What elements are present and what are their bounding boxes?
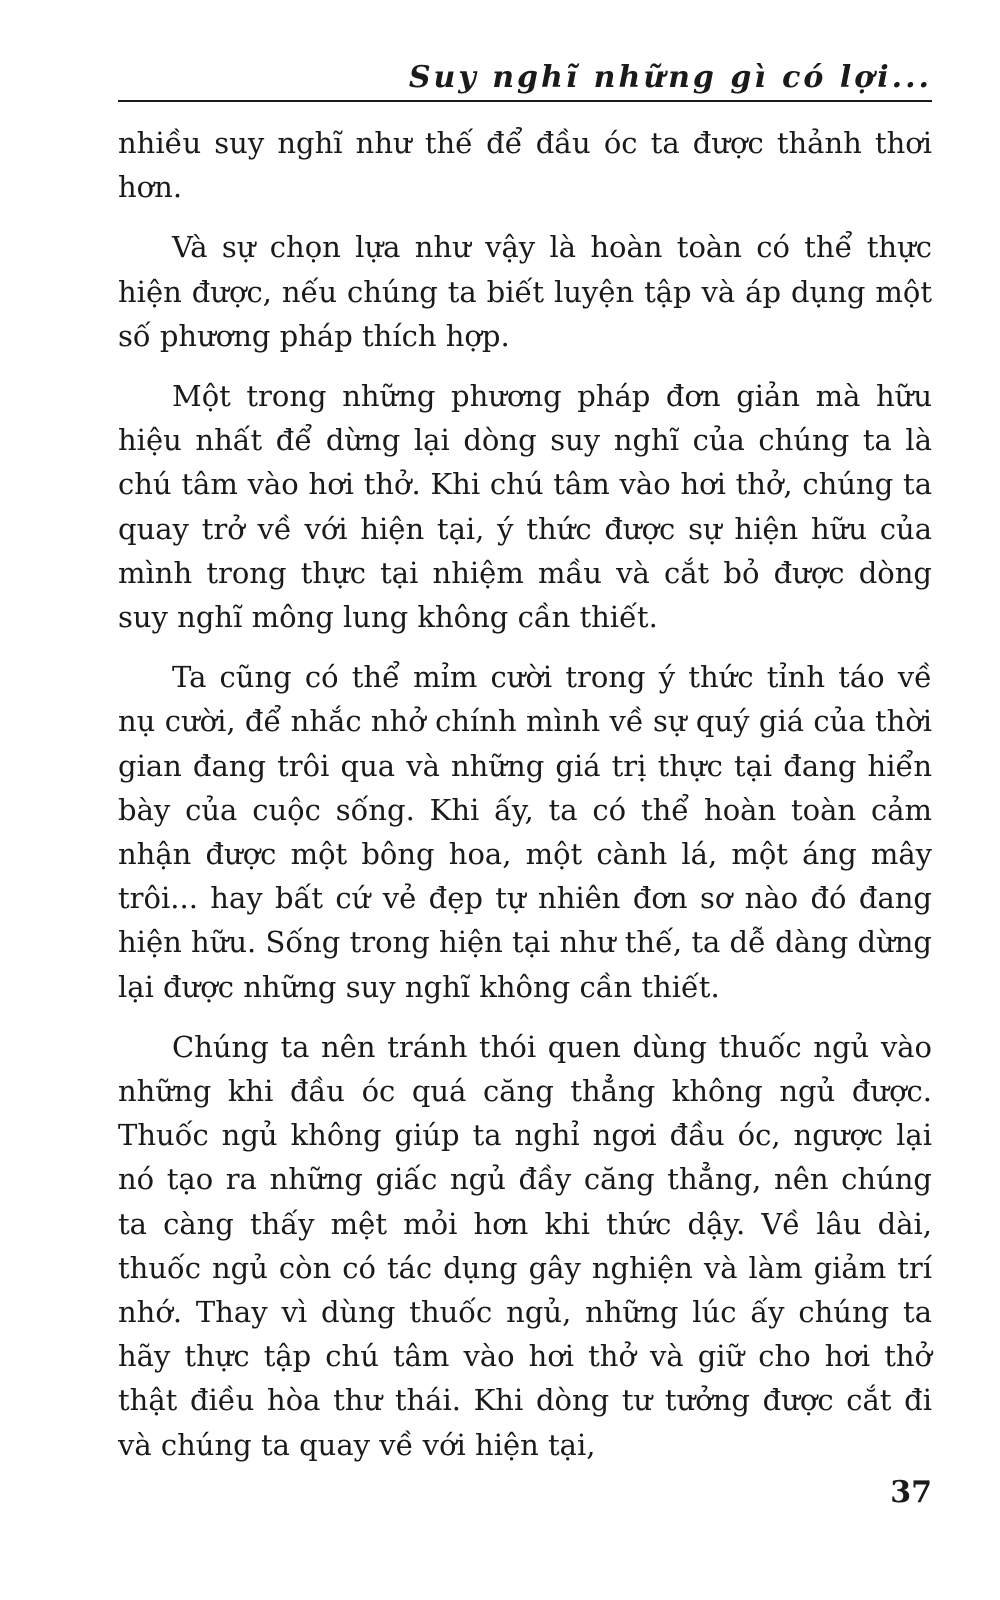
paragraph: Ta cũng có thể mỉm cười trong ý thức tỉnh táo về nụ cười, để nhắc nhở chính mình về sự quý giá của thời gian đang trôi qua và những giá trị thực tại đang hiển bày của cuộc sống. Khi ấy, ta có thể hoàn toàn cảm nhận được một bông hoa, một cành lá, một áng mây trôi... hay bất cứ vẻ đẹp tự nhiên đơn sơ nào đó đang hiện hữu. Sống trong hiện tại như thế, ta dễ dàng dừng lại được những suy nghĩ không cần thiết. bbox=[118, 660, 932, 1004]
running-header-title: Suy nghĩ những gì có lợi... bbox=[408, 60, 932, 95]
paragraph: Và sự chọn lựa như vậy là hoàn toàn có thể thực hiện được, nếu chúng ta biết luyện tập và áp dụng một số phương pháp thích hợp. bbox=[118, 230, 932, 353]
paragraph: Một trong những phương pháp đơn giản mà hữu hiệu nhất để dừng lại dòng suy nghĩ của chúng ta là chú tâm vào hơi thở. Khi chú tâm vào hơi thở, chúng ta quay trở về với hiện tại, ý thức được sự hiện hữu của mình trong thực tại nhiệm mầu và cắt bỏ được dòng suy nghĩ mông lung không cần thiết. bbox=[118, 379, 932, 635]
paragraph-continuation: nhiều suy nghĩ như thế để đầu óc ta được thảnh thơi hơn. bbox=[118, 126, 932, 205]
paragraph: Chúng ta nên tránh thói quen dùng thuốc ngủ vào những khi đầu óc quá căng thẳng không ngủ được. Thuốc ngủ không giúp ta nghỉ ngơi đầu óc, ngược lại nó tạo ra những giấc ngủ đầy căng thẳng, nên chúng ta càng thấy mệt mỏi hơn khi thức dậy. Về lâu dài, thuốc ngủ còn có tác dụng gây nghiện và làm giảm trí nhớ. Thay vì dùng thuốc ngủ, những lúc ấy chúng ta hãy thực tập chú tâm vào hơi thở và giữ cho hơi thở thật điều hòa thư thái. Khi dòng tư tưởng được cắt đi và chúng ta quay về với hiện tại, bbox=[118, 1029, 932, 1462]
body-text bbox=[118, 121, 932, 1483]
page-number: 37 bbox=[890, 1475, 932, 1510]
running-header bbox=[118, 56, 932, 102]
